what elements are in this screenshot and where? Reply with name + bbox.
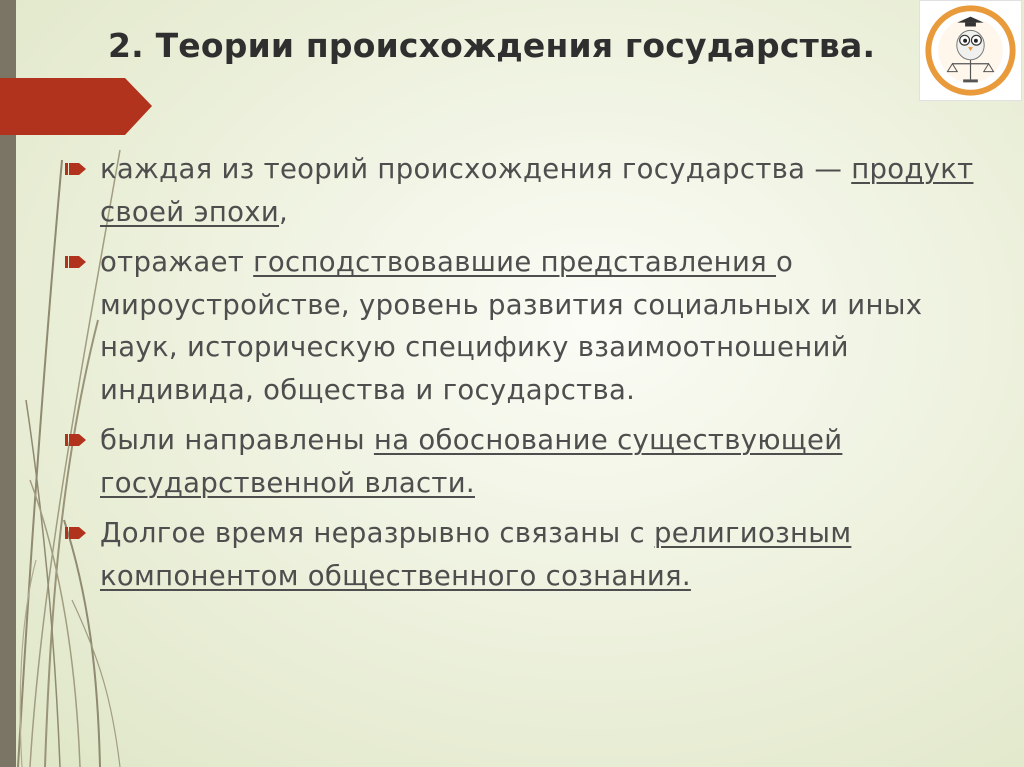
bullet-text: были направлены xyxy=(100,424,374,456)
bullet-item xyxy=(60,241,980,411)
bullet-text: Долгое время неразрывно связаны с xyxy=(100,517,655,549)
pennant-bullet-icon xyxy=(65,525,87,541)
title-arrow-tab xyxy=(0,78,152,135)
bullet-text-underlined: религиозным компонентом общественного сознания. xyxy=(100,517,852,592)
bullet-text: каждая из теорий происхождения государства — xyxy=(100,153,852,185)
bullet-text: , xyxy=(279,195,289,228)
pennant-bullet-icon xyxy=(65,254,87,270)
pennant-bullet-icon xyxy=(65,161,87,177)
bullet-text-underlined: продукт своей эпохи xyxy=(100,153,974,228)
bullet-text-underlined: на обоснование существующей государственной власти. xyxy=(100,424,843,499)
pennant-bullet-icon xyxy=(65,432,87,448)
bullet-text-underlined: господствовавшие представления xyxy=(253,246,777,278)
bullet-list xyxy=(60,148,980,605)
bullet-item xyxy=(60,148,980,233)
bullet-text: о мироустройстве, уровень развития социальных и иных наук, историческую специфику взаимоотношений индивида, общества и государства. xyxy=(100,246,923,406)
bullet-item xyxy=(60,512,980,597)
slide-title: 2. Теории происхождения государства. xyxy=(108,26,876,65)
bullet-text: отражает xyxy=(100,246,254,278)
owl-scales-logo-icon xyxy=(919,0,1022,101)
bullet-item xyxy=(60,419,980,504)
